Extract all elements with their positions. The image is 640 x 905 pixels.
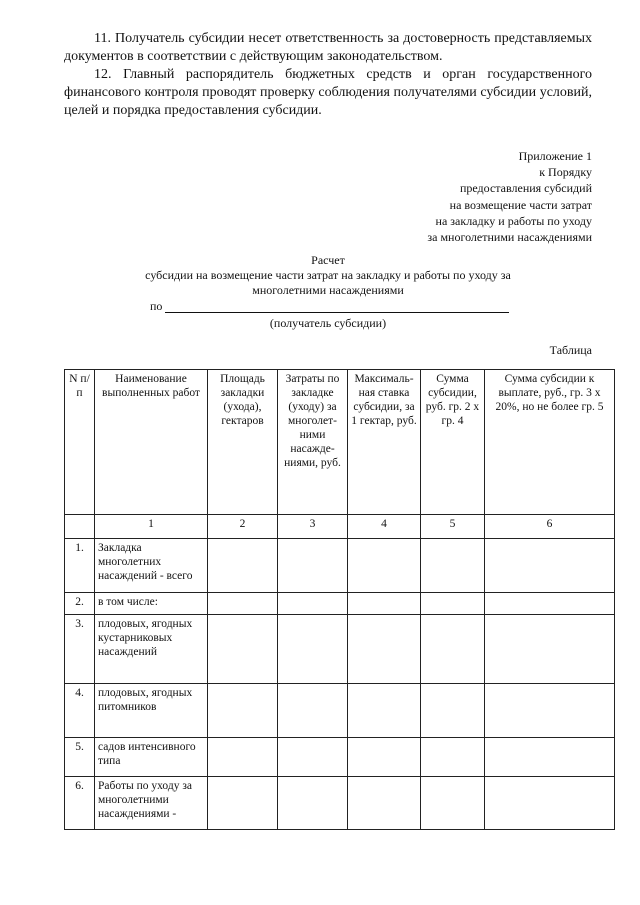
recipient-blank-line [165,312,509,313]
data-cell [208,593,278,615]
column-number-cell: 2 [208,515,278,539]
header-cell: Площадь закладки (ухода), гектаров [208,370,278,515]
column-number-cell: 4 [348,515,421,539]
data-cell [485,777,615,830]
data-cell [348,777,421,830]
data-cell [348,593,421,615]
appendix-line: Приложение 1 [518,149,592,163]
row-label: Работы по уходу за многолетними насаждениями - [95,777,208,830]
column-number-cell: 6 [485,515,615,539]
column-number-cell: 1 [95,515,208,539]
data-cell [421,539,485,593]
data-cell [208,777,278,830]
data-cell [348,738,421,777]
table-row [65,684,615,738]
data-cell [278,593,348,615]
data-cell [421,684,485,738]
data-cell [421,777,485,830]
header-cell: Наименование выполненных работ [95,370,208,515]
column-number-row [65,515,615,539]
data-cell [348,615,421,684]
table-row [65,615,615,684]
calculation-subtitle-line1: субсидии на возмещение части затрат на закладку и работы по уходу за [145,268,511,282]
data-cell [421,615,485,684]
data-cell [278,684,348,738]
row-label: плодовых, ягодных питомников [95,684,208,738]
table-label: Таблица [549,343,592,357]
calculation-subtitle-line2: многолетними насаждениями [252,283,404,297]
row-number: 3. [65,615,95,684]
appendix-line: за многолетними насаждениями [427,230,592,245]
row-number: 1. [65,539,95,593]
data-cell [208,539,278,593]
recipient-prefix: по [150,299,163,313]
header-cell: Сумма субсидии, руб. гр. 2 x гр. 4 [421,370,485,515]
data-cell [278,539,348,593]
data-cell [208,615,278,684]
data-cell [348,684,421,738]
row-number: 6. [65,777,95,830]
row-number: 5. [65,738,95,777]
data-cell [485,615,615,684]
row-label: садов интенсивного типа [95,738,208,777]
data-cell [421,738,485,777]
data-cell [485,684,615,738]
row-label: плодовых, ягодных кустарниковых насаждений [95,615,208,684]
header-cell: Затраты по закладке (уходу) за многолет-ними насажде-ниями, руб. [278,370,348,515]
data-cell [348,539,421,593]
data-cell [485,738,615,777]
data-cell [278,615,348,684]
appendix-line: к Порядку [539,165,592,180]
appendix-heading [332,148,592,245]
data-cell [421,593,485,615]
column-number-cell: 5 [421,515,485,539]
table-row [65,593,615,615]
header-cell: Максималь-ная ставка субсидии, за 1 гектар, руб. [348,370,421,515]
appendix-line: на возмещение части затрат [449,197,592,212]
column-number-cell [65,515,95,539]
paragraph-12: 12. Главный распорядитель бюджетных средств и орган государственного финансового контроля проводят проверку соблюдения получателями субсидии условий, целей и порядка предоставления субсидии. [64,67,592,118]
table-row [65,539,615,593]
header-cell: N п/п [65,370,95,515]
paragraph-11: 11. Получатель субсидии несет ответственность за достоверность представляемых документов в соответствии с действующим законодательством. [64,31,592,64]
data-cell [208,738,278,777]
data-cell [278,738,348,777]
data-cell [208,684,278,738]
table-row [65,777,615,830]
data-cell [485,539,615,593]
row-label: в том числе: [95,593,208,615]
table-row [65,738,615,777]
column-number-cell: 3 [278,515,348,539]
row-number: 4. [65,684,95,738]
subsidy-table [64,369,615,830]
appendix-line: предоставления субсидий [459,181,592,196]
data-cell [485,593,615,615]
appendix-line: на закладку и работы по уходу [435,213,592,228]
calculation-title: Расчет [311,253,345,267]
recipient-note: (получатель субсидии) [269,316,387,330]
header-cell: Сумма субсидии к выплате, руб., гр. 3 x 20%, но не более гр. 5 [485,370,615,515]
data-cell [278,777,348,830]
row-number: 2. [65,593,95,615]
table-header-row [65,370,615,515]
row-label: Закладка многолетних насаждений - всего [95,539,208,593]
